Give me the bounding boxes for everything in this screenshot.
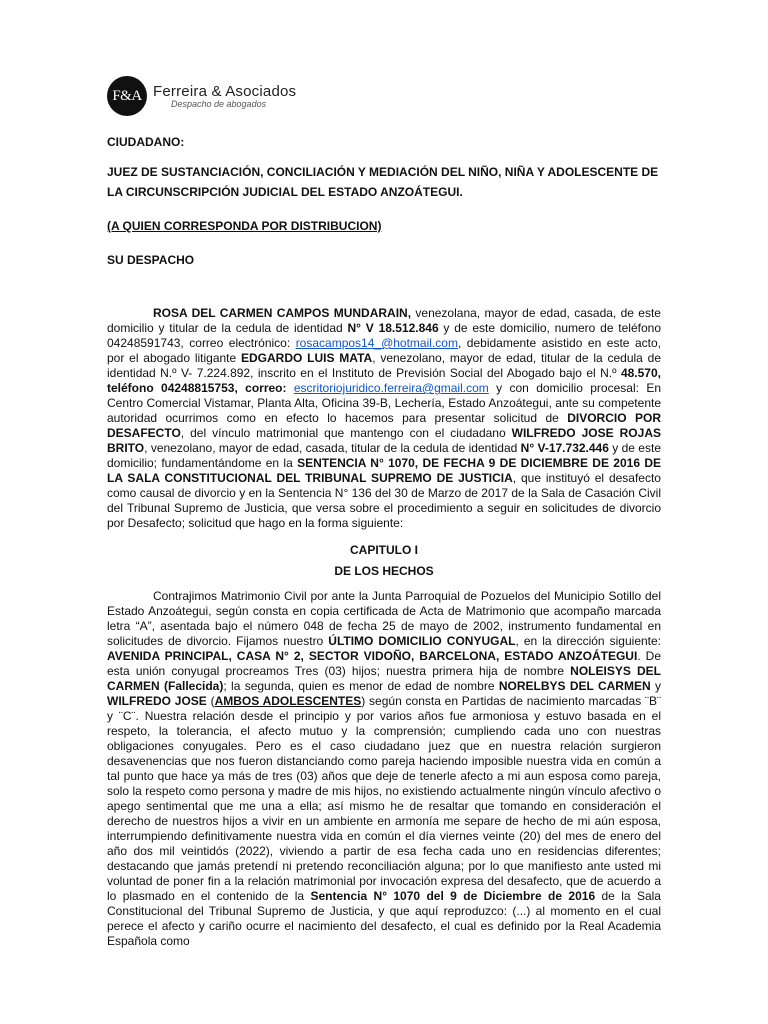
logo-monogram: F&A: [107, 76, 147, 116]
chapter-subtitle: DE LOS HECHOS: [334, 564, 434, 578]
text: [286, 381, 293, 395]
text: , del vínculo matrimonial que mantengo con el ciudadano: [180, 426, 512, 440]
text: , venezolano, mayor de edad, titular de la cedula de identidad N.º V- 7.224.892, inscrito en el Instituto de Previsión Social del Abogado bajo el N.º: [107, 351, 661, 380]
facts-paragraph: [107, 589, 661, 949]
spouse-name: WILFREDO JOSE ROJAS BRITO: [107, 426, 661, 455]
child-1-name: NOLEISYS DEL CARMEN (Fallecida): [107, 664, 661, 693]
logo-text: [153, 84, 296, 109]
addressee-despacho: SU DESPACHO: [107, 253, 195, 267]
text: y de este domicilio; fundamentándome en la: [107, 441, 661, 470]
sentencia-reference: SENTENCIA N° 1070, DE FECHA 9 DE DICIEMBRE DE 2016 DE LA SALA CONSTITUCIONAL DEL TRIBUNAL SUPREMO DE JUSTICIA: [107, 456, 661, 485]
text: , en la dirección siguiente:: [515, 634, 662, 648]
text: y de este domicilio, numero de teléfono 04248591743, correo electrónico:: [107, 321, 661, 350]
text: , venezolano, mayor de edad, casada, titular de la cedula de identidad: [144, 441, 521, 455]
addressee-ciudadano: CIUDADANO:: [107, 135, 185, 149]
text: ) según consta en Partidas de nacimiento marcadas ¨B¨ y ¨C¨. Nuestra relación desde el principio y por varios años fue armoniosa y estuvo basada en el respeto, la tolerancia, el afecto mutuo y la comprensión; cumpliendo cada uno con nuestras obligaciones conyugales. Pero es el caso ciudadano juez que en nuestra relación surgieron desavenencias que nos fueron distanciando como pareja haciendo imposible nuestra vida en común a tal punto que hace ya más de tres (03) años que deje de tenerle afecto a mi aun esposa como pareja, solo la respeto como persona y madre de mis hijos, no existiendo actualmente ningún vínculo afectivo o apego sentimental que me una a ella; así mismo he de resaltar que tomando en consideración el derecho de nuestros hijos a vivir en un ambiente en armonía me separe de hecho de mi aún esposa, interrumpiendo definitivamente nuestra vida en común el día viernes veinte (20) del mes de enero del año dos mil veintidós (2022), viviendo a partir de esa fecha cada uno en residencias diferentes; destacando que jamás pretendí ni pretendo reconciliación alguna; por lo que manifiesto ante usted mi voluntad de poner fin a la relación matrimonial por invocación expresa del desafecto, que de acuerdo a lo plasmado en el contenido de la: [107, 694, 661, 903]
petitioner-id: N° V 18.512.846: [347, 321, 439, 335]
child-3-name: WILFREDO JOSE: [107, 694, 207, 708]
text: (: [206, 694, 215, 708]
text: de la Sala Constitucional del Tribunal Supremo de Justicia, y que aquí reproduzco: (...) al momento en el cual perece el afecto y cariño ocurre el nacimiento del desafecto, el cual es definido por la Real Academia Española como: [107, 889, 661, 948]
spouse-id: N° V-17.732.446: [520, 441, 609, 455]
document-body: [107, 132, 661, 961]
addressee-judge: JUEZ DE SUSTANCIACIÓN, CONCILIACIÓN Y MEDIACIÓN DEL NIÑO, NIÑA Y ADOLESCENTE DE LA CIRCUNSCRIPCIÓN JUDICIAL DEL ESTADO ANZOÁTEGUI.: [107, 165, 659, 199]
distribution-text: (A QUIEN CORRESPONDA POR DISTRIBUCION): [107, 219, 382, 233]
domicile-label: ÚLTIMO DOMICILIO CONYUGAL: [328, 634, 516, 648]
adolescents-note: AMBOS ADOLESCENTES: [214, 694, 362, 708]
logo-subtitle: Despacho de abogados: [171, 98, 267, 109]
lawyer-email-link[interactable]: escritoriojuridico.ferreira@gmail.com: [293, 381, 489, 395]
text: y: [650, 679, 661, 693]
text: . De esta unión conyugal procreamos Tres (03) hijos; nuestra primera hija de nombre: [107, 649, 661, 678]
lawyer-ipsa: 48.570, teléfono 04248815753, correo:: [107, 366, 661, 395]
domicile-address: AVENIDA PRINCIPAL, CASA N° 2, SECTOR VIDOÑO, BARCELONA, ESTADO ANZOÁTEGUI: [107, 649, 638, 663]
intro-paragraph: [107, 306, 661, 531]
lawyer-name: EDGARDO LUIS MATA: [241, 351, 373, 365]
text: y con domicilio procesal: En Centro Comercial Vistamar, Planta Alta, Oficina 39-B, Lechería, Estado Anzoátegui, ante su competente autoridad ocurrimos como en efecto lo hacemos para presentar solicitud de: [107, 381, 661, 425]
firm-logo: [107, 76, 296, 116]
addressee-distribution: [107, 216, 661, 236]
divorce-type: DIVORCIO POR DESAFECTO: [107, 411, 661, 440]
logo-name: Ferreira & Asociados: [153, 82, 297, 100]
child-2-name: NORELBYS DEL CARMEN: [498, 679, 651, 693]
text: ; la segunda, quien es menor de edad de nombre: [223, 679, 499, 693]
text: , debidamente asistido en este acto, por el abogado litigante: [107, 336, 661, 365]
text: venezolana, mayor de edad, casada, de este domicilio y titular de la cedula de identidad: [107, 306, 661, 335]
petitioner-name: ROSA DEL CARMEN CAMPOS MUNDARAIN,: [153, 306, 412, 320]
chapter-title: CAPITULO I: [350, 543, 418, 557]
sentencia-1070-reference: Sentencia N° 1070 del 9 de Diciembre de 2016: [310, 889, 596, 903]
text: Contrajimos Matrimonio Civil por ante la Junta Parroquial de Pozuelos del Municipio Sotillo del Estado Anzoátegui, según consta en copia certificada de Acta de Matrimonio que acompaño marcada letra “A”, asentada bajo el número 048 de fecha 25 de mayo de 2002, instrumento fundamental en solicitudes de divorcio. Fijamos nuestro: [107, 589, 661, 648]
petitioner-email-link[interactable]: rosacampos14_@hotmail.com: [295, 336, 458, 350]
text: , que instituyó el desafecto como causal de divorcio y en la Sentencia N° 136 del 30 de Marzo de 2017 de la Sala de Casación Civil del Tribunal Supremo de Justicia, que versa sobre el procedimiento a seguir en solicitudes de divorcio por Desafecto; solicitud que hago en la forma siguiente:: [107, 471, 661, 530]
